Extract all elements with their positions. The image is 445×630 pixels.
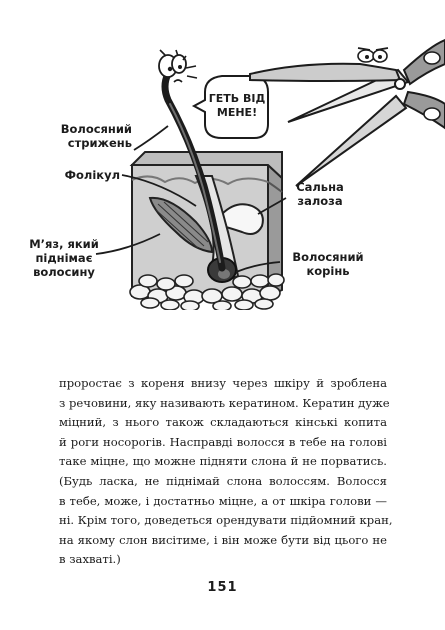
label-hair-root: Волосяний корінь [292, 250, 364, 278]
text-line: й роги носорогів. Насправді волосся в тебе на голові [59, 434, 387, 449]
speech-line-2: МЕНЕ! [216, 106, 258, 119]
speech-line-1: ГЕТЬ ВІД [208, 92, 266, 105]
text-line: в захваті.) [59, 552, 121, 567]
label-muscle: М’яз, який піднімає волосину [29, 237, 99, 279]
body-paragraph [59, 374, 393, 570]
text-line: з речовини, яку називають кератином. Кератин дуже [59, 395, 390, 410]
page-number: 151 [207, 580, 238, 595]
text-line: міцний, з нього також складаються кінські копита [59, 415, 387, 430]
text-line: ні. Крім того, доведеться орендувати підйомний кран, [59, 513, 393, 528]
text-line: (Будь ласка, не піднімай слона волоссям. Волосся [59, 473, 387, 488]
speech-bubble-text [207, 92, 267, 120]
text-line: проростає з кореня внизу через шкіру й зроблена [59, 376, 387, 390]
label-follicle: Фолікул [64, 168, 120, 182]
label-sebaceous-gland: Сальна залоза [296, 180, 344, 208]
text-line: таке міцне, що можне підняти слона й не порватись. [59, 454, 387, 469]
text-line: в тебе, може, і достатньо міцне, а от шкіра голови — [59, 493, 387, 508]
text-line: на якому слон висітиме, і він може бути від цього не [59, 532, 387, 547]
label-hair-shaft: Волосяний стрижень [60, 122, 132, 150]
